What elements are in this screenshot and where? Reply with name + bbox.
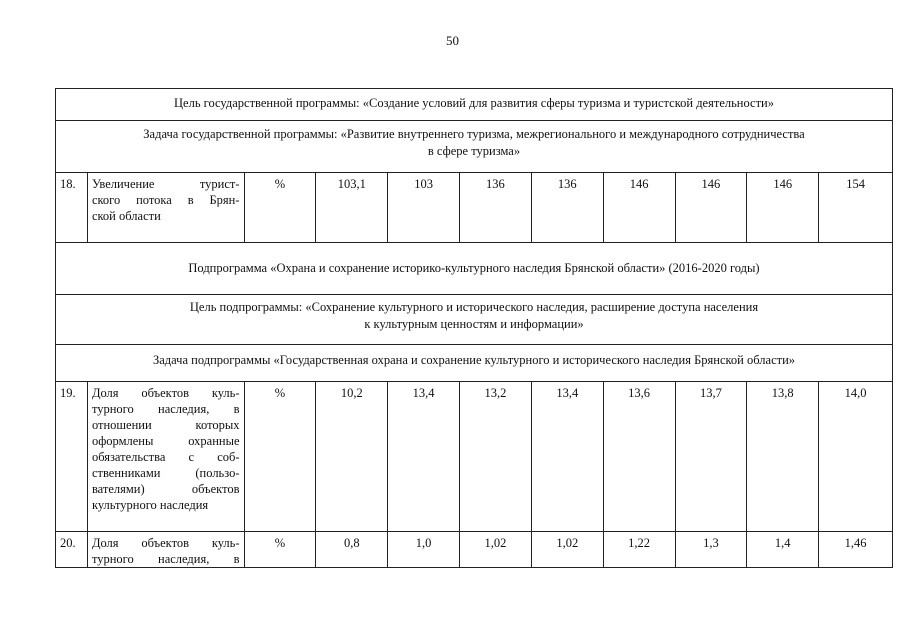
table-row — [55, 531, 893, 568]
value-cell: 14,0 — [844, 386, 867, 400]
value-cell: 13,4 — [532, 382, 604, 531]
value-cell: 1,02 — [532, 532, 604, 567]
indicator-name — [88, 173, 245, 242]
value-cell: 103,1 — [316, 173, 388, 242]
indicator-name-line: ского потока в Брян- — [91, 193, 240, 207]
indicator-name-line: обязательства с соб- — [91, 450, 240, 464]
indicator-name-line: ственниками (пользо- — [91, 466, 240, 480]
value-cell: 13,7 — [676, 382, 748, 531]
indicator-name-line: отношении которых — [91, 418, 240, 432]
indicator-name-line: Доля объектов куль- — [91, 536, 240, 550]
subprogram-row — [55, 242, 893, 294]
value-cell: 146 — [747, 173, 819, 242]
value-cell: 13,2 — [460, 382, 532, 531]
goal-text: Цель государственной программы: «Создание условий для развития сферы туризма и туристской деятельности» — [174, 96, 774, 110]
value-cell: 13,8 — [747, 382, 819, 531]
indicator-name — [88, 532, 245, 567]
value-cell: 103 — [388, 173, 460, 242]
indicator-name-line: турного наследия, в — [91, 402, 240, 416]
table-row — [55, 172, 893, 242]
value-cell: 10,2 — [316, 382, 388, 531]
unit-cell: % — [245, 173, 317, 242]
row-number: 19. — [56, 382, 88, 531]
value-cell: 1,3 — [676, 532, 748, 567]
value-cell: 154 — [846, 177, 865, 191]
subgoal-row — [55, 294, 893, 344]
indicators-table — [55, 88, 893, 568]
goal-row — [55, 88, 893, 120]
value-cell: 1,46 — [844, 536, 867, 550]
value-cell: 1,22 — [604, 532, 676, 567]
indicator-name-line: ской области — [91, 209, 161, 223]
indicator-name-line: Доля объектов куль- — [91, 386, 240, 400]
subgoal-text-line1: Цель подпрограммы: «Сохранение культурного и исторического наследия, расширение доступа населения — [189, 300, 759, 314]
indicator-name-line: турного наследия, в — [91, 552, 240, 566]
unit-cell: % — [245, 532, 317, 567]
value-cell: 1,4 — [747, 532, 819, 567]
row-number: 18. — [56, 173, 88, 242]
value-cell: 13,6 — [604, 382, 676, 531]
indicator-name — [88, 382, 245, 531]
subtask-text: Задача подпрограммы «Государственная охрана и сохранение культурного и исторического наследия Брянской области» — [152, 353, 796, 367]
task-text-line2: в сфере туризма» — [427, 144, 521, 158]
unit-cell: % — [245, 382, 317, 531]
value-cell: 1,0 — [388, 532, 460, 567]
subprogram-text: Подпрограмма «Охрана и сохранение историко-культурного наследия Брянской области» (2016-2020 годы) — [188, 261, 760, 275]
task-text-line1: Задача государственной программы: «Развитие внутреннего туризма, межрегионального и международного сотрудничества — [143, 127, 805, 141]
indicator-name-line: Увеличение турист- — [91, 177, 240, 191]
value-cell: 136 — [460, 173, 532, 242]
subtask-row — [55, 344, 893, 381]
indicator-name-line: вателями) объектов — [91, 482, 240, 496]
value-cell: 1,02 — [460, 532, 532, 567]
subgoal-text-line2: к культурным ценностям и информации» — [364, 317, 584, 331]
value-cell: 136 — [532, 173, 604, 242]
indicator-name-line: культурного наследия — [91, 498, 209, 512]
value-cell: 13,4 — [388, 382, 460, 531]
value-cell: 146 — [604, 173, 676, 242]
indicator-name-line: оформлены охранные — [91, 434, 240, 448]
page-number: 50 — [446, 33, 459, 48]
row-number: 20. — [56, 532, 88, 567]
value-cell: 146 — [676, 173, 748, 242]
value-cell: 0,8 — [316, 532, 388, 567]
task-row — [55, 120, 893, 172]
table-row — [55, 381, 893, 531]
